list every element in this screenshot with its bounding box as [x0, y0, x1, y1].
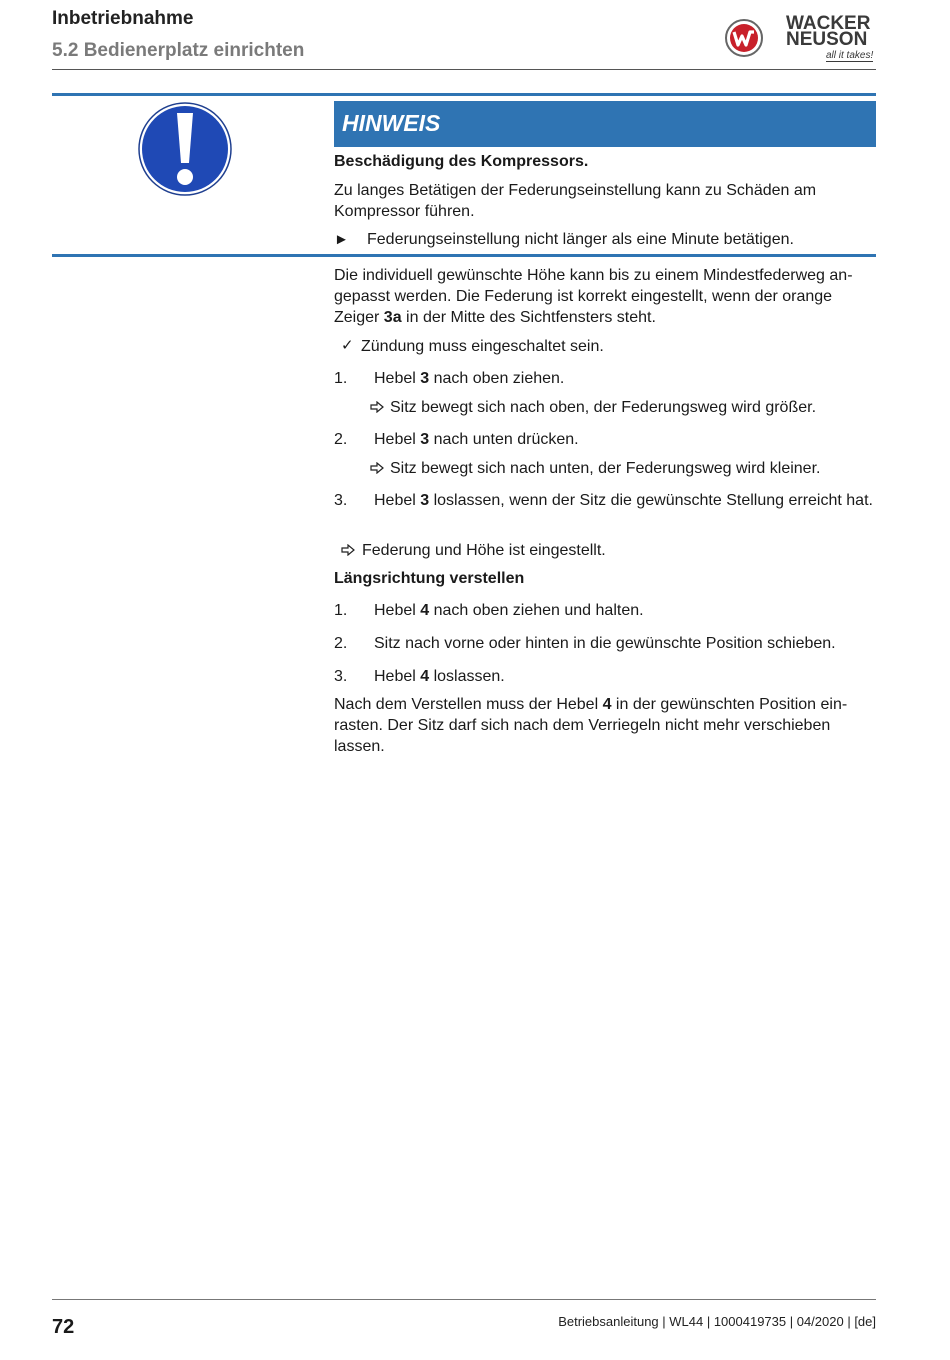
intro-text-1: Die individuell gewünschte Höhe kann bis zu einem Mindestfederweg an-gepasst werden. Die Federung ist korrekt eingestellt, wenn der orange Zeiger	[334, 267, 853, 326]
precondition: Zündung muss eingeschaltet sein.	[361, 338, 604, 355]
step-text	[374, 490, 874, 511]
step-text-pre: Hebel	[374, 668, 421, 685]
closing-text-2: in der gewünschten Position ein-rasten. Der Sitz darf sich nach dem Verriegeln nicht mehr verschieben lassen.	[334, 696, 848, 755]
step-lever-ref: 3	[420, 492, 430, 509]
notice-title: Beschädigung des Kompressors.	[334, 153, 589, 170]
notice-action: Federungseinstellung nicht länger als eine Minute betätigen.	[367, 231, 794, 248]
step-text	[374, 429, 874, 450]
open-arrow-right-icon	[370, 462, 384, 474]
step-lever-ref: 3	[420, 431, 430, 448]
step-text-pre: Hebel	[374, 370, 421, 387]
action-marker-icon: ►	[334, 231, 349, 248]
step-number: 3.	[334, 492, 348, 509]
step-text-post: loslassen.	[429, 668, 505, 685]
step-number: 2.	[334, 635, 348, 652]
notice-label: HINWEIS	[342, 110, 441, 136]
step-text-post: nach oben ziehen.	[429, 370, 565, 387]
notice-bottom-rule	[52, 254, 876, 257]
step-text-post: nach unten drücken.	[429, 431, 579, 448]
closing-ref: 4	[602, 696, 612, 713]
notice-body: Zu langes Betätigen der Federungseinstellung kann zu Schäden am Kompressor führen.	[334, 182, 817, 220]
intro-ref: 3a	[383, 309, 402, 326]
step-text	[374, 666, 874, 687]
step-result: Sitz bewegt sich nach oben, der Federungsweg wird größer.	[390, 399, 817, 416]
step-number: 2.	[334, 431, 348, 448]
notice-header	[334, 101, 876, 147]
header-divider	[52, 69, 876, 70]
wacker-neuson-logo	[722, 14, 882, 66]
step-number: 3.	[334, 668, 348, 685]
step-text-post: nach oben ziehen und halten.	[429, 602, 644, 619]
step-text-pre: Hebel	[374, 492, 421, 509]
step-text	[374, 600, 874, 621]
final-result: Federung und Höhe ist eingestellt.	[362, 542, 606, 559]
closing-text-1: Nach dem Verstellen muss der Hebel	[334, 696, 603, 713]
intro-text-2: in der Mitte des Sichtfensters steht.	[401, 309, 656, 326]
step-text-pre: Hebel	[374, 602, 421, 619]
intro-paragraph	[334, 265, 876, 328]
step-lever-ref: 3	[420, 370, 430, 387]
logo-tagline: all it takes!	[826, 50, 874, 61]
exclamation-mandatory-sign-icon	[137, 101, 233, 197]
logo-wordmark	[786, 13, 871, 50]
logo-line-2: NEUSON	[786, 29, 868, 50]
step-number: 1.	[334, 602, 348, 619]
closing-paragraph	[334, 694, 876, 757]
chapter-title: Inbetriebnahme	[52, 8, 194, 29]
step-text	[374, 368, 874, 389]
page-number: 72	[52, 1316, 75, 1338]
notice-top-rule	[52, 93, 876, 96]
step-text-post: loslassen, wenn der Sitz die gewünschte Stellung erreicht hat.	[429, 492, 873, 509]
step-text: Sitz nach vorne oder hinten in die gewünschte Position schieben.	[374, 635, 836, 652]
open-arrow-right-icon	[341, 544, 355, 556]
logo-emblem-icon	[724, 18, 764, 58]
step-number: 1.	[334, 370, 348, 387]
footer-divider	[52, 1299, 876, 1300]
section-title: 5.2 Bedienerplatz einrichten	[52, 40, 305, 61]
document-info: Betriebsanleitung | WL44 | 1000419735 | 04/2020 | [de]	[558, 1314, 876, 1329]
logo-line-1: WACKER	[786, 13, 871, 34]
subheading: Längsrichtung verstellen	[334, 570, 525, 587]
step-lever-ref: 4	[420, 668, 430, 685]
step-text-pre: Hebel	[374, 431, 421, 448]
step-result: Sitz bewegt sich nach unten, der Federungsweg wird kleiner.	[390, 460, 821, 477]
step-lever-ref: 4	[420, 602, 430, 619]
open-arrow-right-icon	[370, 401, 384, 413]
check-icon: ✓	[341, 337, 354, 354]
